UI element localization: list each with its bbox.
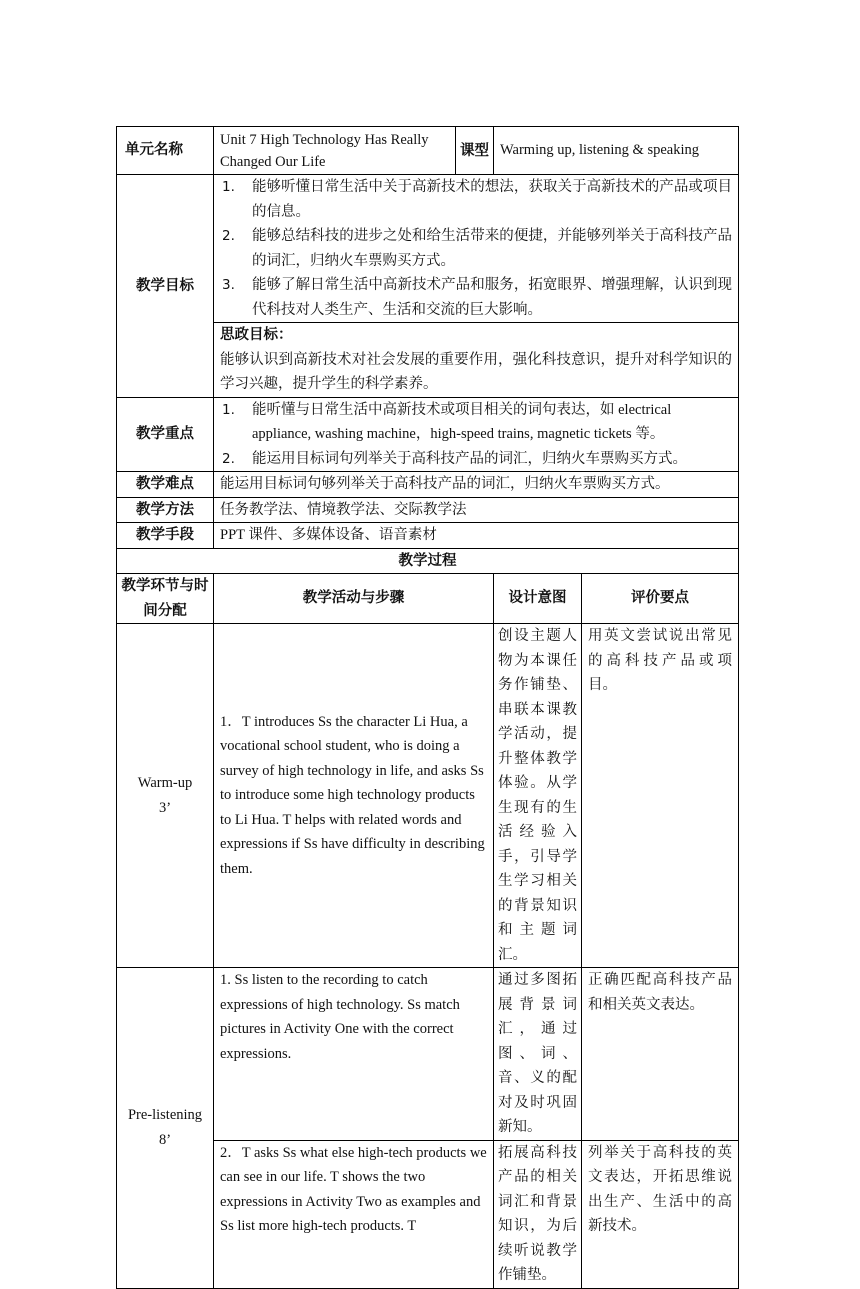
prelistening-intent-2: 拓展高科技产品的相关词汇和背景知识，为后续听说教学作铺垫。 [494, 1140, 582, 1288]
lesson-type-label: 课型 [456, 127, 494, 175]
key-points-list [220, 398, 732, 472]
key-points-label: 教学重点 [117, 397, 214, 472]
difficulties-text: 能运用目标词句够列举关于高科技产品的词汇，归纳火车票购买方式。 [214, 472, 739, 498]
methods-row [117, 497, 739, 523]
prelistening-activity-2: 2．T asks Ss what else high-tech products we can see in our life. T shows the two expressions in Activity Two as examples and Ss list more high-tech products. T [214, 1140, 494, 1288]
key-points-cell [214, 397, 739, 472]
warmup-row [117, 624, 739, 968]
objective-item: 2. 能够总结科技的进步之处和给生活带来的便捷，并能够列举关于高科技产品的词汇，归纳火车票购买方式。 [222, 228, 732, 269]
prelistening-intent-1: 通过多图拓展背景词汇，通过图、词、音、义的配对及时巩固新知。 [494, 968, 582, 1141]
unit-name-label: 单元名称 [117, 127, 214, 175]
key-point-item: 1. 能听懂与日常生活中高新技术或项目相关的词句表达，如 electrical appliance, washing machine，high-speed trains, magnetic tickets 等。 [222, 401, 672, 442]
process-header-row [117, 574, 739, 624]
ideology-title: 思政目标： [220, 327, 293, 343]
lesson-plan-table [116, 126, 739, 1289]
objectives-label: 教学目标 [117, 175, 214, 398]
means-label: 教学手段 [117, 523, 214, 549]
difficulties-label: 教学难点 [117, 472, 214, 498]
objective-item: 3. 能够了解日常生活中高新技术产品和服务，拓宽眼界、增强理解，认识到现代科技对人类生产、生活和交流的巨大影响。 [222, 277, 732, 318]
header-activities: 教学活动与步骤 [214, 574, 494, 624]
warmup-evaluation: 用英文尝试说出常见的高科技产品或项目。 [582, 624, 739, 968]
warmup-stage-cell [117, 624, 214, 968]
unit-info-row [117, 127, 739, 175]
header-design-intent: 设计意图 [494, 574, 582, 624]
unit-name-value: Unit 7 High Technology Has Really Changed Our Life [214, 127, 456, 175]
process-title: 教学过程 [117, 548, 739, 574]
warmup-activity: 1．T introduces Ss the character Li Hua, a vocational school student, who is doing a survey of high technology in life, and asks Ss to introduce some high technology products to Li Hua. T helps with related words and expressions if Ss have difficulty in describing them. [214, 624, 494, 968]
methods-text: 任务教学法、情境教学法、交际教学法 [214, 497, 739, 523]
prelistening-stage: Pre-listening [127, 1107, 203, 1124]
header-evaluation: 评价要点 [582, 574, 739, 624]
means-text: PPT 课件、多媒体设备、语音素材 [214, 523, 739, 549]
warmup-time: 3’ [158, 799, 172, 816]
process-title-row [117, 548, 739, 574]
methods-label: 教学方法 [117, 497, 214, 523]
ideology-text: 能够认识到高新技术对社会发展的重要作用，强化科技意识，提升对科学知识的学习兴趣，提升学生的科学素养。 [220, 351, 732, 392]
objectives-row [117, 175, 739, 323]
prelistening-stage-cell [117, 968, 214, 1289]
lesson-plan [116, 126, 738, 1289]
difficulties-row [117, 472, 739, 498]
prelistening-evaluation-2: 列举关于高科技的英文表达，开拓思维说出生产、生活中的高新技术。 [582, 1140, 739, 1288]
warmup-intent: 创设主题人物为本课任务作铺垫、串联本课教学活动，提升整体教学体验。从学生现有的生活经验入手，引导学生学习相关的背景知识和主题词汇。 [494, 624, 582, 968]
key-point-item: 2. 能运用目标词句列举关于高科技产品的词汇，归纳火车票购买方式。 [222, 450, 687, 467]
ideology-cell [214, 323, 739, 398]
key-points-row [117, 397, 739, 472]
prelistening-evaluation-1: 正确匹配高科技产品和相关英文表达。 [582, 968, 739, 1141]
objective-item: 1. 能够听懂日常生活中关于高新技术的想法，获取关于高新技术的产品或项目的信息。 [222, 179, 732, 220]
objectives-list-cell [214, 175, 739, 323]
header-stage-time: 教学环节与时间分配 [117, 574, 214, 624]
prelistening-row-1 [117, 968, 739, 1141]
lesson-type-value: Warming up, listening & speaking [494, 127, 739, 175]
objectives-list [220, 175, 732, 322]
means-row [117, 523, 739, 549]
prelistening-activity-1: 1. Ss listen to the recording to catch expressions of high technology. Ss match pictures in Activity One with the correct expressions. [214, 968, 494, 1141]
warmup-stage: Warm-up [137, 775, 193, 791]
prelistening-time: 8’ [158, 1131, 172, 1148]
